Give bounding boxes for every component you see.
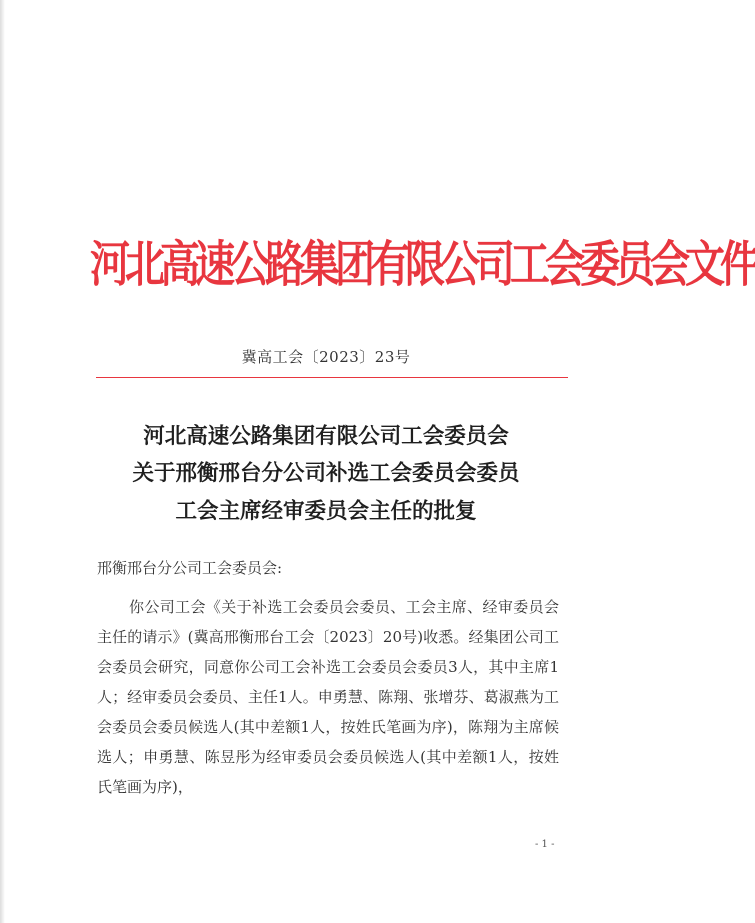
red-divider-line xyxy=(96,377,568,378)
body-paragraph: 你公司工会《关于补选工会委员会委员、工会主席、经审委员会主任的请示》(冀高邢衡邢台工会〔2023〕20号)收悉。经集团公司工会委员会研究，同意你公司工会补选工会委员会委员3人，其中主席1人；经审委员会委员、主任1人。申勇慧、陈翔、张增芬、葛淑燕为工会委员会委员候选人(其中差额1人，按姓氏笔画为序)，陈翔为主席候选人；申勇慧、陈昱彤为经审委员会委员候选人(其中差额1人，按姓氏笔画为序)， xyxy=(97,598,559,796)
red-header-title: 河北高速公路集团有限公司工会委员会文件 xyxy=(90,235,755,294)
document-title-line-3: 工会主席经审委员会主任的批复 xyxy=(175,499,477,524)
document-title-line-2: 关于邢衡邢台分公司补选工会委员会委员 xyxy=(132,461,520,486)
salutation: 邢衡邢台分公司工会委员会: xyxy=(97,559,283,577)
document-title-line-1: 河北高速公路集团有限公司工会委员会 xyxy=(143,424,509,449)
page-number: - 1 - xyxy=(535,839,555,850)
document-number: 冀高工会〔2023〕23号 xyxy=(241,348,411,366)
